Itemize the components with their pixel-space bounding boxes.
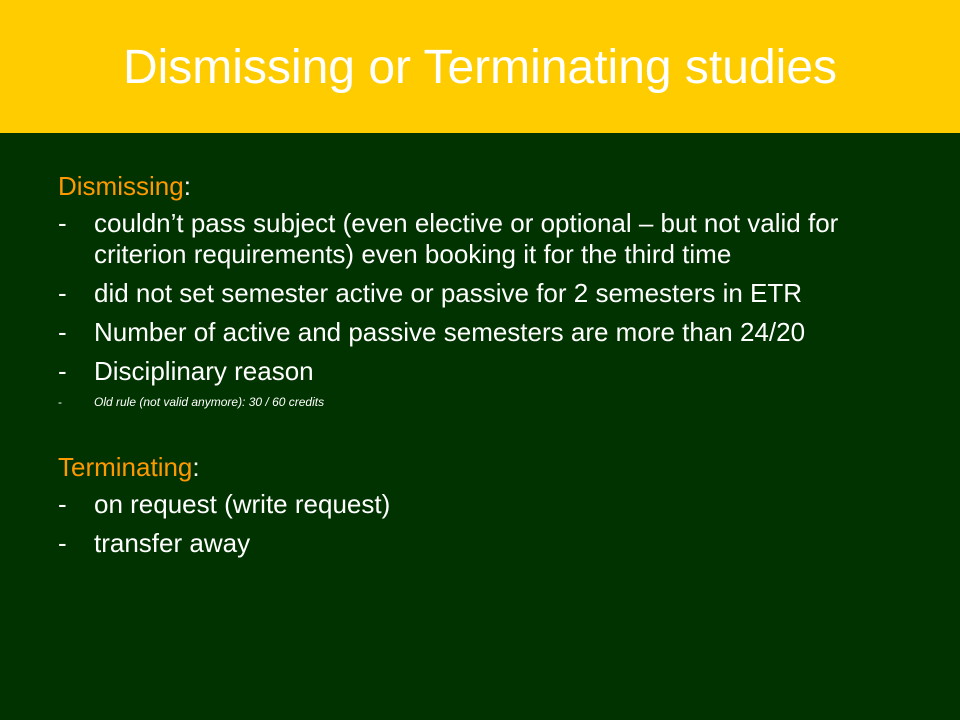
list-item — [58, 208, 904, 270]
dismissing-label: Dismissing — [58, 171, 184, 201]
terminating-label: Terminating — [58, 452, 193, 482]
bullet-dash: - — [58, 208, 67, 238]
bullet-dash: - — [58, 317, 67, 347]
list-item — [58, 489, 904, 520]
list-item — [58, 528, 904, 559]
title-bar — [0, 0, 960, 133]
terminating-colon: : — [192, 452, 200, 482]
list-item-text: Number of active and passive semesters are more than 24/20 — [94, 317, 806, 347]
slide-title: Dismissing or Terminating studies — [122, 41, 838, 94]
list-item-text: transfer away — [94, 528, 251, 558]
dismissing-heading — [58, 168, 904, 204]
terminating-list — [58, 489, 904, 559]
list-item-text: Disciplinary reason — [94, 356, 314, 386]
bullet-dash: - — [58, 278, 67, 308]
list-item-text: did not set semester active or passive for 2 semesters in ETR — [94, 278, 803, 308]
list-item — [58, 278, 904, 309]
old-rule-note — [58, 393, 904, 411]
bullet-dash: - — [58, 489, 67, 519]
old-rule-note-text: Old rule (not valid anymore): 30 / 60 credits — [94, 395, 325, 409]
dismissing-colon: : — [183, 171, 191, 201]
list-item-text: couldn’t pass subject (even elective or optional – but not valid for criterion requirements) even booking it for the third time — [94, 208, 839, 269]
bullet-dash: - — [58, 356, 67, 386]
list-item — [58, 317, 904, 348]
bullet-dash: - — [58, 395, 62, 409]
list-item-text: on request (write request) — [94, 489, 391, 519]
terminating-heading — [58, 449, 904, 485]
bullet-dash: - — [58, 528, 67, 558]
slide-body — [58, 168, 904, 567]
dismissing-list — [58, 208, 904, 411]
section-spacer — [58, 419, 904, 449]
list-item — [58, 356, 904, 387]
